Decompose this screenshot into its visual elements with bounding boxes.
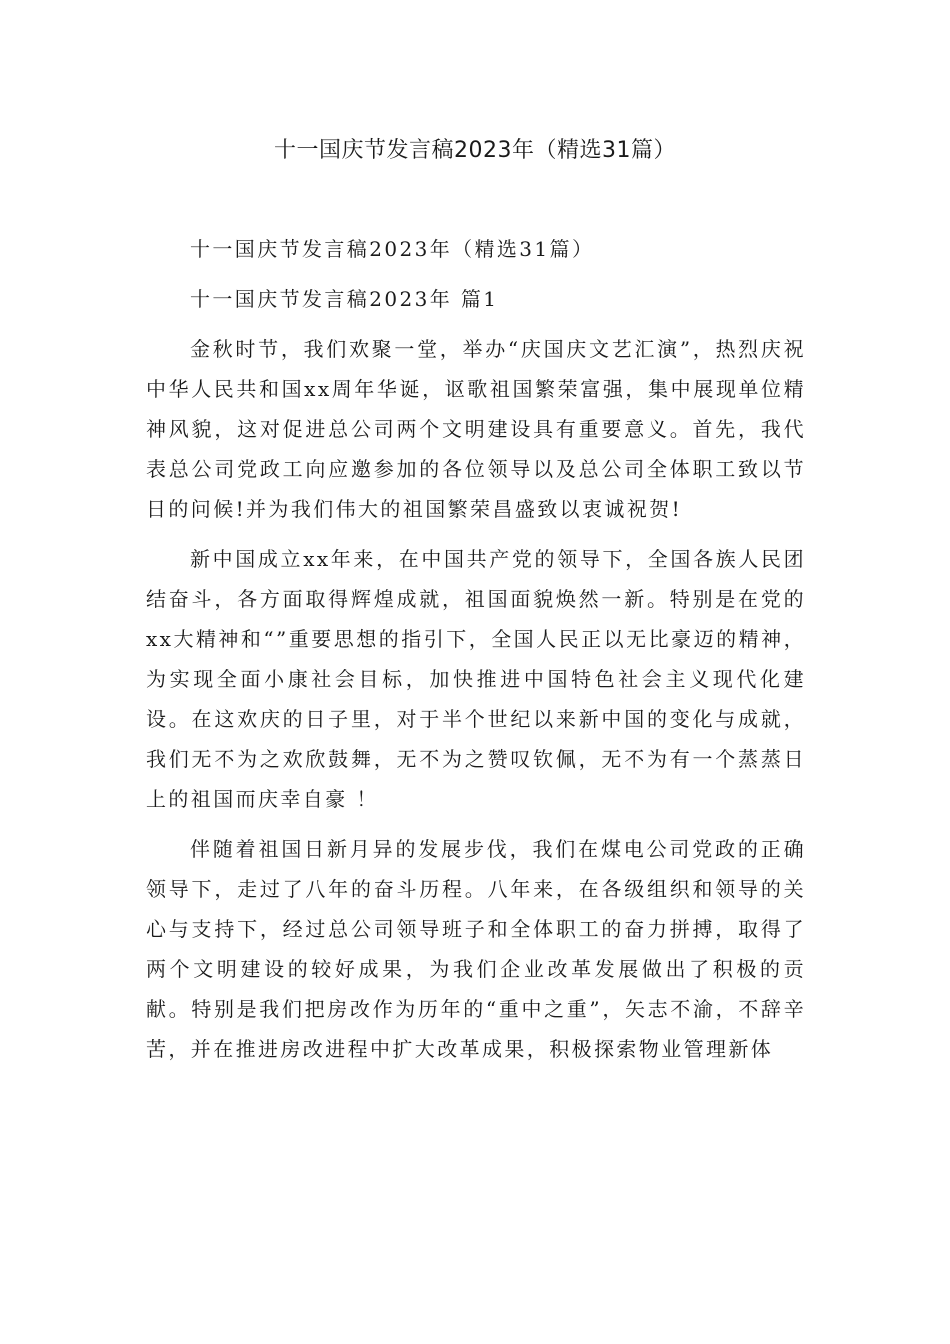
paragraph-2: 新中国成立xx年来，在中国共产党的领导下，全国各族人民团结奋斗，各方面取得辉煌成就，祖国面貌焕然一新。特别是在党的xx大精神和“”重要思想的指引下，全国人民正以无比豪迈的精神，为实现全面小康社会目标，加快推进中国特色社会主义现代化建设。在这欢庆的日子里，对于半个世纪以来新中国的变化与成就，我们无不为之欢欣鼓舞，无不为之赞叹钦佩，无不为有一个蒸蒸日上的祖国而庆幸自豪 ！ [146,547,806,811]
section-heading: 十一国庆节发言稿2023年 篇1 [190,287,499,311]
document-body [146,229,806,1079]
paragraph-1: 金秋时节，我们欢聚一堂，举办“庆国庆文艺汇演”，热烈庆祝中华人民共和国xx周年华诞，讴歌祖国繁荣富强，集中展现单位精神风貌，这对促进总公司两个文明建设具有重要意义。首先，我代表总公司党政工向应邀参加的各位领导以及总公司全体职工致以节日的问候!并为我们伟大的祖国繁荣昌盛致以衷诚祝贺! [146,337,806,521]
paragraph-3: 伴随着祖国日新月异的发展步伐，我们在煤电公司党政的正确领导下，走过了八年的奋斗历程。八年来，在各级组织和领导的关心与支持下，经过总公司领导班子和全体职工的奋力拼搏，取得了两个文明建设的较好成果，为我们企业改革发展做出了积极的贡献。特别是我们把房改作为历年的“重中之重”，矢志不渝，不辞辛苦，并在推进房改进程中扩大改革成果，积极探索物业管理新体 [146,837,806,1061]
document-title: 十一国庆节发言稿2023年（精选31篇） [274,138,676,163]
subtitle-line: 十一国庆节发言稿2023年（精选31篇） [190,237,595,261]
